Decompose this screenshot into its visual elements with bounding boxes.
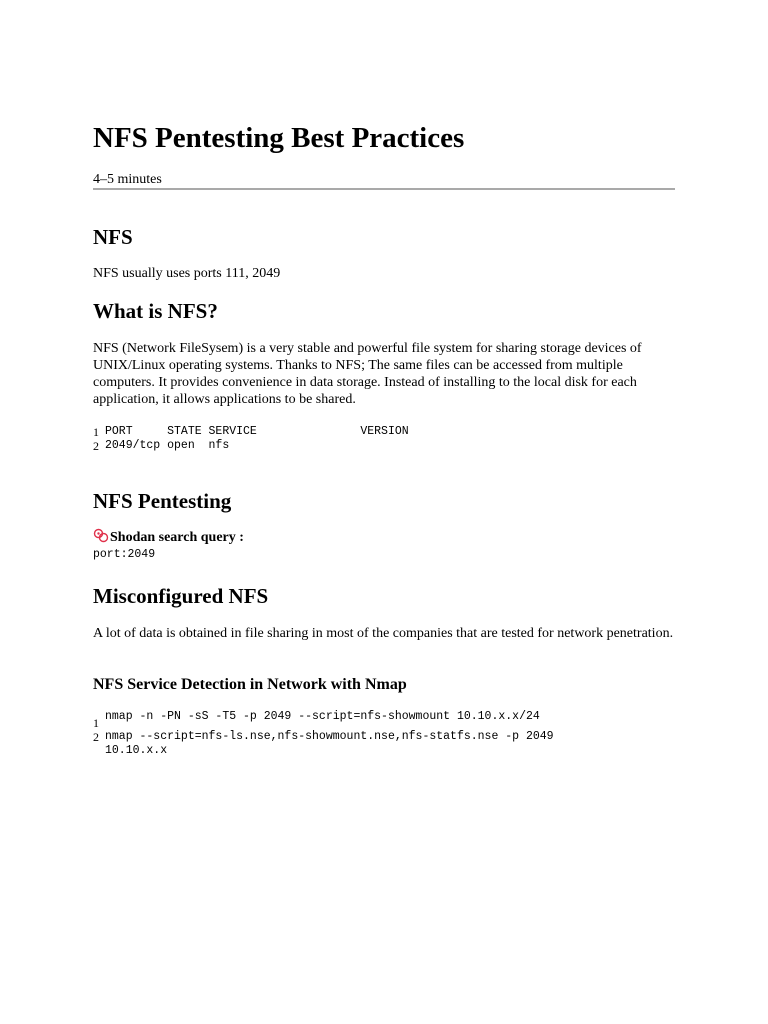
code-line [93,710,615,730]
shodan-label-text: Shodan search query : [110,530,244,545]
line-number: 1 [93,425,99,439]
section-heading-nfs: NFS [93,225,133,249]
code-line [93,439,409,453]
code-text: 2049/tcp open nfs [105,439,230,452]
what-is-nfs-paragraph: NFS (Network FileSysem) is a very stable and powerful file system for sharing storage devices of UNIX/Linux operating systems. Thanks to NFS; The same files can be accessed from multiple computers. It provides convenience in data storage. Instead of installing to the local disk for each application, it allows applications to be shared. [93,341,642,407]
section-heading-what-is-nfs: What is NFS? [93,299,218,323]
line-number: 2 [93,730,99,744]
shodan-icon [93,528,110,544]
misconfigured-nfs-paragraph: A lot of data is obtained in file sharing in most of the companies that are tested for network penetration. [93,626,674,641]
nfs-ports-text: NFS usually uses ports 111, 2049 [93,266,281,281]
section-heading-misconfigured-nfs: Misconfigured NFS [93,584,269,608]
code-text: nmap --script=nfs-ls.nse,nfs-showmount.nse,nfs-statfs.nse -p 2049 10.10.x.x [105,730,561,757]
title-divider [93,188,675,190]
subheading-nmap-detection: NFS Service Detection in Network with Nmap [93,676,407,693]
shodan-query-code: port:2049 [93,548,156,561]
code-text: PORT STATE SERVICE VERSION [105,425,409,438]
port-scan-code-block [93,425,409,453]
nmap-code-block [93,710,615,758]
code-line [93,425,409,439]
shodan-query-label [93,529,244,547]
page-title: NFS Pentesting Best Practices [93,122,465,154]
code-text: nmap -n -PN -sS -T5 -p 2049 --script=nfs-showmount 10.10.x.x/24 [105,710,540,723]
line-number: 2 [93,439,99,453]
section-heading-nfs-pentesting: NFS Pentesting [93,489,232,513]
line-number: 1 [93,716,99,730]
code-line [93,730,615,758]
reading-time: 4–5 minutes [93,172,162,187]
